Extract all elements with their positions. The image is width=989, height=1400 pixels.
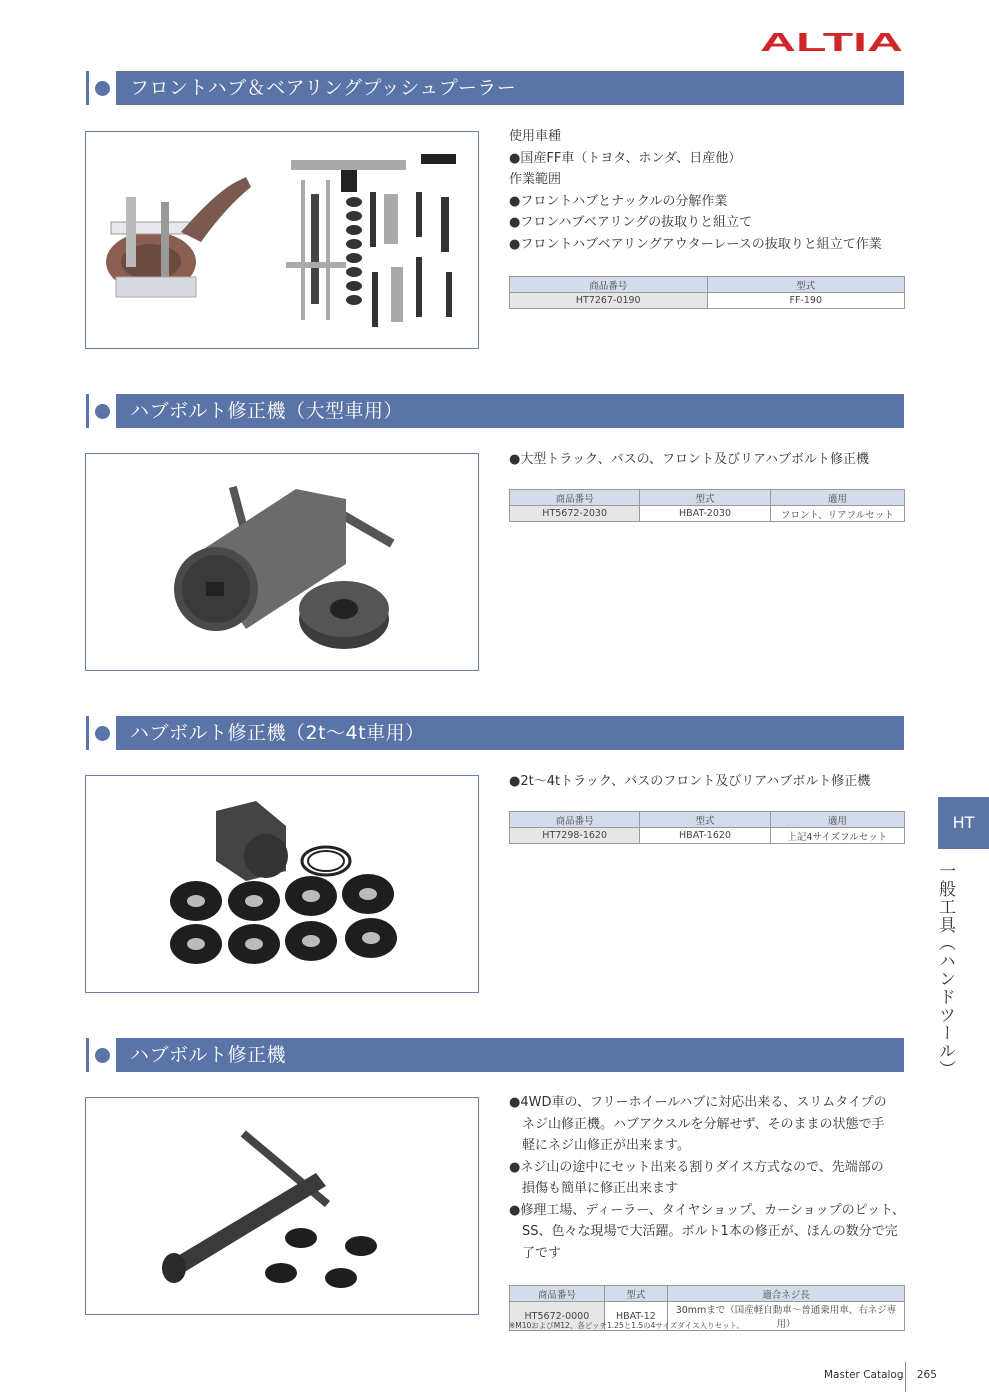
description-line: 軽にネジ山修正が出来ます。 (509, 1138, 690, 1153)
footer (824, 1369, 937, 1381)
product-photo-push-puller (85, 131, 479, 349)
table-header: 商品番号 (510, 1286, 605, 1302)
side-category-label: 一般工具（ハンドツール） (935, 862, 955, 1078)
table-cell: HBAT-12 (604, 1302, 667, 1331)
description-2t-4t (509, 771, 905, 793)
section-header-2t-4t (86, 716, 904, 750)
table-cell: 上記4サイズフルセット (770, 828, 904, 844)
bullet-dot-icon (95, 726, 110, 741)
table-cell: HT5672-0000 (510, 1302, 605, 1331)
description-line: ●2t〜4tトラック、バスのフロント及びリアハブボルト修正機 (509, 774, 871, 789)
table-header: 商品番号 (510, 490, 640, 506)
table-header: 型式 (707, 277, 905, 293)
section-header-large-truck (86, 394, 904, 428)
section-title: フロントハブ＆ベアリングプッシュプーラー (116, 71, 904, 105)
table-header: 商品番号 (510, 812, 640, 828)
altia-logo-text: ALTIA (760, 30, 904, 54)
table-header: 型式 (640, 490, 770, 506)
section-title: ハブボルト修正機 (116, 1038, 904, 1072)
table-header: 型式 (640, 812, 770, 828)
altia-logo-graphic (760, 30, 905, 54)
bullet-dot-icon (95, 404, 110, 419)
spec-table-2t-4t (509, 811, 905, 844)
description-line: 作業範囲 (509, 172, 562, 187)
table-header: 適合ネジ長 (667, 1286, 904, 1302)
table-header: 適用 (770, 490, 904, 506)
product-photo-slim (85, 1097, 479, 1315)
table-header: 適用 (770, 812, 904, 828)
table-header: 商品番号 (510, 277, 708, 293)
table-header: 型式 (604, 1286, 667, 1302)
table-cell: HBAT-2030 (640, 506, 770, 522)
table-cell: HT7267-0190 (510, 293, 708, 309)
description-line: ●大型トラック、バスの、フロント及びリアハブボルト修正機 (509, 452, 870, 467)
description-line: SS、色々な現場で大活躍。ボルト1本の修正が、ほんの数分で完 (509, 1224, 898, 1239)
catalog-name: Master Catalog (824, 1369, 904, 1381)
spec-table-push-puller (509, 276, 905, 309)
description-line: 使用車種 (509, 129, 562, 144)
description-line: ●フロントハブベアリングアウターレースの抜取りと組立て作業 (509, 236, 882, 252)
bullet-dot-icon (95, 1048, 110, 1063)
table-cell: FF-190 (707, 293, 905, 309)
side-tab-ht[interactable]: HT (938, 797, 989, 849)
description-line: 了です (509, 1245, 562, 1261)
page-number: 265 (916, 1369, 937, 1381)
footnote: ※M10およびM12、各ピッチ1.25と1.5の4サイズダイス入りセット。 (509, 1321, 744, 1330)
section-header-push-puller (86, 71, 904, 105)
product-photo-2t-4t (85, 775, 479, 993)
description-line: ●ネジ山の途中にセット出来る割りダイス方式なので、先端部の (509, 1159, 884, 1175)
section-title: ハブボルト修正機（大型車用） (116, 394, 904, 428)
section-header-slim (86, 1038, 904, 1072)
table-cell: HT7298-1620 (510, 828, 640, 844)
table-cell: フロント、リアフルセット (770, 506, 904, 522)
section-title: ハブボルト修正機（2t〜4t車用） (116, 716, 904, 750)
bullet-dot-icon (95, 81, 110, 96)
spec-table-large-truck (509, 489, 905, 522)
description-line: ●フロントハブとナックルの分解作業 (509, 193, 728, 209)
description-push-puller (509, 126, 905, 255)
description-line: ●4WD車の、フリーホイールハブに対応出来る、スリムタイプの (509, 1095, 887, 1110)
description-line: ネジ山修正機。ハブアクスルを分解せず、そのままの状態で手 (509, 1116, 885, 1132)
description-line: ●修理工場、ディーラー、タイヤショップ、カーショップのピット、 (509, 1202, 905, 1218)
altia-logo (760, 30, 905, 54)
product-photo-large-truck (85, 453, 479, 671)
table-cell: HT5672-2030 (510, 506, 640, 522)
table-cell: 30mmまで（国産軽自動車〜普通乗用車、右ネジ専用） (667, 1302, 904, 1331)
description-line: ●国産FF車（トヨタ、ホンダ、日産他） (509, 150, 742, 166)
description-line: 損傷も簡単に修正出来ます (509, 1181, 679, 1196)
description-slim (509, 1092, 905, 1264)
description-large-truck (509, 449, 905, 471)
table-cell: HBAT-1620 (640, 828, 770, 844)
description-line: ●フロンハブベアリングの抜取りと組立て (509, 215, 753, 230)
